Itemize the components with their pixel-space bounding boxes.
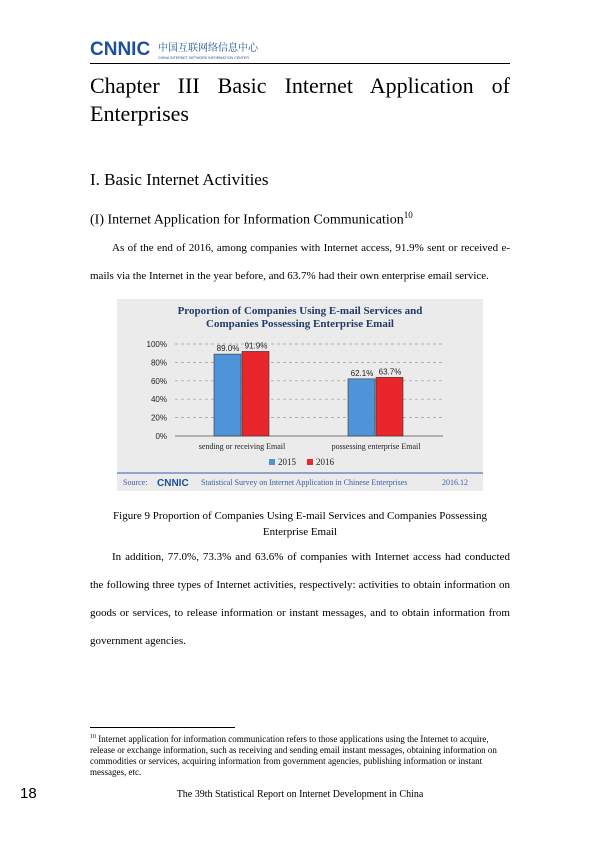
figure-caption: Figure 9 Proportion of Companies Using E-mail Services and Companies Possessing Enterprise Email xyxy=(113,510,487,538)
y-tick-label: 100% xyxy=(146,340,167,349)
y-tick-label: 80% xyxy=(150,358,167,368)
paragraph-2-text: In addition, 77.0%, 73.3% and 63.6% of companies with Internet access had conducted the following three types of Internet activities, respectively: activities to obtain information on goods or services, to release information or instant messages, and to obtain information from government agencies. xyxy=(90,551,510,647)
legend-swatch-2015 xyxy=(269,459,275,465)
chart xyxy=(117,299,483,491)
cnnic-logo xyxy=(90,38,280,62)
chart-title-line1: Proportion of Companies Using E-mail Services and xyxy=(177,305,423,317)
bar-2016-1 xyxy=(376,377,403,436)
category-label: possessing enterprise Email xyxy=(331,442,421,451)
legend-label-2015: 2015 xyxy=(278,457,296,467)
chapter-title xyxy=(90,72,510,128)
footnote-ref[interactable]: 10 xyxy=(403,210,413,220)
chart-title-line2: Companies Possessing Enterprise Email xyxy=(206,318,394,330)
section-heading: I. Basic Internet Activities xyxy=(90,170,269,189)
y-tick-label: 20% xyxy=(150,413,167,423)
footer-text: The 39th Statistical Report on Internet Development in China xyxy=(176,789,424,800)
subsection-heading-text: (I) Internet Application for Information Communication xyxy=(90,212,404,228)
source-text: Statistical Survey on Internet Application in Chinese Enterprises xyxy=(201,478,408,487)
org-name-en: CHINA INTERNET NETWORK INFORMATION CENTER xyxy=(158,56,249,60)
org-name-cn: 中国互联网络信息中心 xyxy=(158,43,258,54)
chapter-title-line1: Chapter III Basic Internet Application of xyxy=(90,73,510,98)
bar-2015-1 xyxy=(348,379,375,436)
logo-text: CNNIC xyxy=(90,39,151,60)
page-number: 18 xyxy=(20,785,37,802)
paragraph-1 xyxy=(90,234,510,290)
bar-2016-0 xyxy=(242,351,269,436)
bar-value-label: 91.9% xyxy=(244,341,268,351)
footnote-text: Internet application for information communication refers to those applications using the Internet to acquire, release or exchange information, such as receiving and sending email instant messages, obtaining information on commodities or services, acquiring information from government agencies, publishing information or instant messages, etc. xyxy=(90,734,497,777)
bar-value-label: 89.0% xyxy=(216,344,240,354)
header-rule xyxy=(90,63,510,64)
y-tick-label: 60% xyxy=(150,376,167,386)
source-label: Source: xyxy=(123,478,148,487)
paragraph-2 xyxy=(90,543,510,655)
chapter-title-line2: Enterprises xyxy=(90,101,189,126)
y-tick-label: 0% xyxy=(155,432,167,441)
footnote-rule xyxy=(90,727,235,728)
paragraph-1-text: As of the end of 2016, among companies with Internet access, 91.9% sent or received e-mails via the Internet in the year before, and 63.7% had their own enterprise email service. xyxy=(90,242,510,282)
subsection-heading xyxy=(90,210,413,229)
footnote xyxy=(90,732,510,778)
legend-label-2016: 2016 xyxy=(316,457,334,467)
y-tick-label: 40% xyxy=(150,395,167,405)
footnote-number: 10 xyxy=(90,734,96,740)
source-logo: CNNIC xyxy=(157,478,189,489)
category-label: sending or receiving Email xyxy=(198,442,286,451)
source-date: 2016.12 xyxy=(442,478,468,487)
bar-value-label: 63.7% xyxy=(378,367,402,377)
bar-value-label: 62.1% xyxy=(350,368,374,378)
legend-swatch-2016 xyxy=(307,459,313,465)
bar-2015-0 xyxy=(214,354,241,436)
bar-chart xyxy=(117,299,483,491)
